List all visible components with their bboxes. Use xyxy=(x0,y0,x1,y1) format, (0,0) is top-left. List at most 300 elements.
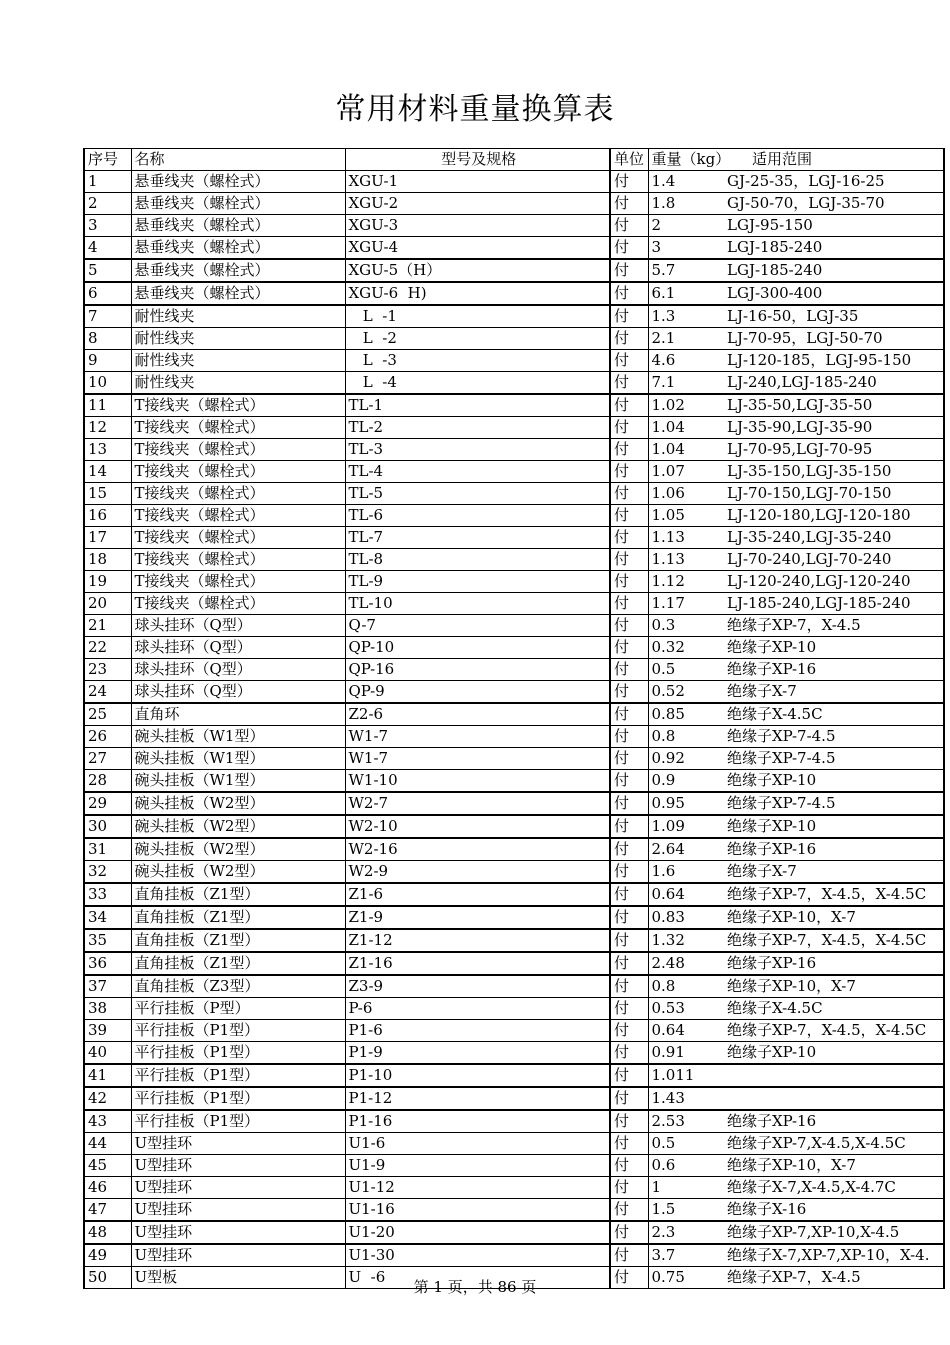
cell-model: W2-16 xyxy=(345,838,610,861)
table-row xyxy=(84,483,944,505)
cell-range: 绝缘子XP-10，X-7 xyxy=(724,1155,944,1177)
cell-model: W1-10 xyxy=(345,770,610,793)
cell-unit: 付 xyxy=(610,237,648,260)
cell-unit: 付 xyxy=(610,883,648,906)
cell-unit: 付 xyxy=(610,906,648,929)
cell-model: U1-20 xyxy=(345,1221,610,1244)
cell-no: 43 xyxy=(84,1110,131,1133)
cell-name: T接线夹（螺栓式） xyxy=(131,417,345,439)
cell-weight: 1.04 xyxy=(648,417,724,439)
cell-model: TL-9 xyxy=(345,571,610,593)
cell-unit: 付 xyxy=(610,792,648,815)
cell-name: 悬垂线夹（螺栓式） xyxy=(131,282,345,305)
table-row xyxy=(84,259,944,282)
cell-weight: 0.52 xyxy=(648,681,724,704)
cell-name: 直角挂板（Z1型） xyxy=(131,929,345,952)
cell-unit: 付 xyxy=(610,1177,648,1199)
table-row xyxy=(84,1221,944,1244)
cell-name: 悬垂线夹（螺栓式） xyxy=(131,215,345,237)
table-row xyxy=(84,838,944,861)
cell-range: LJ-35-90,LGJ-35-90 xyxy=(724,417,944,439)
table-row xyxy=(84,417,944,439)
cell-no: 2 xyxy=(84,193,131,215)
table-row xyxy=(84,659,944,681)
cell-name: U型板 xyxy=(131,1267,345,1289)
cell-range: 绝缘子X-7,XP-7,XP-10，X-4. xyxy=(724,1244,944,1267)
cell-unit: 付 xyxy=(610,350,648,372)
cell-unit: 付 xyxy=(610,505,648,527)
header-name: 名称 xyxy=(131,149,345,171)
cell-weight: 3.7 xyxy=(648,1244,724,1267)
cell-weight: 0.83 xyxy=(648,906,724,929)
header-model: 型号及规格 xyxy=(345,149,610,171)
cell-name: 球头挂环（Q型） xyxy=(131,637,345,659)
cell-range: 绝缘子X-7,X-4.5,X-4.7C xyxy=(724,1177,944,1199)
cell-name: 直角挂板（Z1型） xyxy=(131,906,345,929)
cell-range: LJ-35-150,LGJ-35-150 xyxy=(724,461,944,483)
table-row xyxy=(84,1064,944,1087)
cell-unit: 付 xyxy=(610,929,648,952)
cell-range: LJ-120-185，LGJ-95-150 xyxy=(724,350,944,372)
cell-weight: 0.5 xyxy=(648,659,724,681)
table-row xyxy=(84,215,944,237)
table-row xyxy=(84,615,944,637)
table-row xyxy=(84,1042,944,1065)
cell-range: 绝缘子XP-7,X-4.5,X-4.5C xyxy=(724,1133,944,1155)
cell-unit: 付 xyxy=(610,1133,648,1155)
cell-no: 12 xyxy=(84,417,131,439)
cell-name: 耐性线夹 xyxy=(131,305,345,328)
table-row xyxy=(84,703,944,726)
cell-range: 绝缘子XP-16 xyxy=(724,1110,944,1133)
cell-unit: 付 xyxy=(610,1020,648,1042)
cell-weight: 2.48 xyxy=(648,952,724,975)
cell-weight: 0.64 xyxy=(648,1020,724,1042)
cell-range: 绝缘子XP-7，X-4.5 xyxy=(724,615,944,637)
table-row xyxy=(84,461,944,483)
cell-name: 耐性线夹 xyxy=(131,328,345,350)
cell-unit: 付 xyxy=(610,215,648,237)
cell-model: W2-9 xyxy=(345,861,610,884)
cell-name: 平行挂板（P1型） xyxy=(131,1087,345,1110)
cell-range: LJ-70-95，LGJ-50-70 xyxy=(724,328,944,350)
cell-unit: 付 xyxy=(610,681,648,704)
cell-weight: 0.8 xyxy=(648,726,724,748)
cell-model: Q-7 xyxy=(345,615,610,637)
cell-range: 绝缘子X-7 xyxy=(724,681,944,704)
cell-range: 绝缘子XP-10 xyxy=(724,815,944,838)
cell-name: 碗头挂板（W2型） xyxy=(131,792,345,815)
cell-model: XGU-5（H） xyxy=(345,259,610,282)
table-row xyxy=(84,171,944,193)
cell-weight: 2.53 xyxy=(648,1110,724,1133)
cell-name: U型挂环 xyxy=(131,1177,345,1199)
cell-unit: 付 xyxy=(610,1267,648,1289)
cell-no: 50 xyxy=(84,1267,131,1289)
cell-name: 直角挂板（Z1型） xyxy=(131,952,345,975)
cell-unit: 付 xyxy=(610,726,648,748)
cell-no: 18 xyxy=(84,549,131,571)
cell-unit: 付 xyxy=(610,1221,648,1244)
cell-range: LGJ-185-240 xyxy=(724,259,944,282)
cell-weight: 7.1 xyxy=(648,372,724,395)
cell-unit: 付 xyxy=(610,417,648,439)
cell-weight: 6.1 xyxy=(648,282,724,305)
cell-no: 32 xyxy=(84,861,131,884)
cell-weight: 1.011 xyxy=(648,1064,724,1087)
cell-no: 17 xyxy=(84,527,131,549)
cell-weight: 1.07 xyxy=(648,461,724,483)
cell-no: 21 xyxy=(84,615,131,637)
table-row xyxy=(84,929,944,952)
cell-weight: 4.6 xyxy=(648,350,724,372)
cell-model: TL-3 xyxy=(345,439,610,461)
cell-unit: 付 xyxy=(610,1042,648,1065)
cell-unit: 付 xyxy=(610,394,648,417)
cell-name: 悬垂线夹（螺栓式） xyxy=(131,237,345,260)
cell-no: 20 xyxy=(84,593,131,615)
cell-range: LGJ-95-150 xyxy=(724,215,944,237)
cell-model: Z1-16 xyxy=(345,952,610,975)
cell-model: TL-2 xyxy=(345,417,610,439)
table-row xyxy=(84,975,944,998)
cell-name: U型挂环 xyxy=(131,1155,345,1177)
cell-no: 42 xyxy=(84,1087,131,1110)
cell-weight: 3 xyxy=(648,237,724,260)
cell-no: 19 xyxy=(84,571,131,593)
cell-model: TL-8 xyxy=(345,549,610,571)
cell-unit: 付 xyxy=(610,975,648,998)
cell-unit: 付 xyxy=(610,171,648,193)
cell-model: P1-12 xyxy=(345,1087,610,1110)
cell-model: Z1-6 xyxy=(345,883,610,906)
cell-no: 30 xyxy=(84,815,131,838)
cell-no: 28 xyxy=(84,770,131,793)
cell-no: 5 xyxy=(84,259,131,282)
cell-range: 绝缘子XP-7，X-4.5，X-4.5C xyxy=(724,929,944,952)
cell-range: 绝缘子XP-7-4.5 xyxy=(724,726,944,748)
cell-name: T接线夹（螺栓式） xyxy=(131,593,345,615)
cell-range: 绝缘子XP-10 xyxy=(724,770,944,793)
cell-model: W2-7 xyxy=(345,792,610,815)
cell-no: 27 xyxy=(84,748,131,770)
cell-weight: 1 xyxy=(648,1177,724,1199)
cell-no: 23 xyxy=(84,659,131,681)
table-row xyxy=(84,861,944,884)
cell-name: U型挂环 xyxy=(131,1133,345,1155)
table-row xyxy=(84,549,944,571)
cell-no: 13 xyxy=(84,439,131,461)
table-row xyxy=(84,998,944,1020)
cell-unit: 付 xyxy=(610,952,648,975)
cell-range: 绝缘子XP-16 xyxy=(724,952,944,975)
cell-unit: 付 xyxy=(610,549,648,571)
cell-model: P1-10 xyxy=(345,1064,610,1087)
cell-unit: 付 xyxy=(610,815,648,838)
cell-name: U型挂环 xyxy=(131,1199,345,1222)
cell-weight: 5.7 xyxy=(648,259,724,282)
cell-unit: 付 xyxy=(610,1087,648,1110)
table-row xyxy=(84,770,944,793)
cell-name: T接线夹（螺栓式） xyxy=(131,505,345,527)
cell-unit: 付 xyxy=(610,305,648,328)
table-row xyxy=(84,305,944,328)
cell-model: XGU-4 xyxy=(345,237,610,260)
cell-range: 绝缘子XP-7，X-4.5，X-4.5C xyxy=(724,1020,944,1042)
cell-name: T接线夹（螺栓式） xyxy=(131,439,345,461)
cell-range: 绝缘子XP-7,XP-10,X-4.5 xyxy=(724,1221,944,1244)
cell-range: 绝缘子X-4.5C xyxy=(724,703,944,726)
table-row xyxy=(84,815,944,838)
cell-no: 47 xyxy=(84,1199,131,1222)
cell-name: 球头挂环（Q型） xyxy=(131,659,345,681)
cell-no: 24 xyxy=(84,681,131,704)
cell-weight: 2.1 xyxy=(648,328,724,350)
cell-unit: 付 xyxy=(610,527,648,549)
cell-unit: 付 xyxy=(610,282,648,305)
cell-model: P1-9 xyxy=(345,1042,610,1065)
cell-weight: 1.02 xyxy=(648,394,724,417)
cell-weight: 0.53 xyxy=(648,998,724,1020)
cell-unit: 付 xyxy=(610,483,648,505)
cell-name: 碗头挂板（W2型） xyxy=(131,838,345,861)
cell-weight: 1.04 xyxy=(648,439,724,461)
cell-name: 平行挂板（P1型） xyxy=(131,1110,345,1133)
cell-range: 绝缘子XP-7-4.5 xyxy=(724,748,944,770)
cell-model: TL-6 xyxy=(345,505,610,527)
cell-unit: 付 xyxy=(610,1155,648,1177)
cell-range: 绝缘子XP-10，X-7 xyxy=(724,906,944,929)
cell-weight: 1.09 xyxy=(648,815,724,838)
cell-no: 11 xyxy=(84,394,131,417)
table-row xyxy=(84,439,944,461)
table-row xyxy=(84,394,944,417)
cell-name: 碗头挂板（W2型） xyxy=(131,861,345,884)
table-row xyxy=(84,593,944,615)
cell-range: LJ-16-50，LGJ-35 xyxy=(724,305,944,328)
cell-model: L -3 xyxy=(345,350,610,372)
table-row xyxy=(84,1087,944,1110)
table-row xyxy=(84,193,944,215)
cell-name: T接线夹（螺栓式） xyxy=(131,394,345,417)
cell-no: 25 xyxy=(84,703,131,726)
cell-unit: 付 xyxy=(610,1064,648,1087)
cell-weight: 1.4 xyxy=(648,171,724,193)
cell-no: 1 xyxy=(84,171,131,193)
cell-weight: 1.12 xyxy=(648,571,724,593)
cell-range: 绝缘子XP-7，X-4.5，X-4.5C xyxy=(724,883,944,906)
cell-range: 绝缘子XP-10 xyxy=(724,1042,944,1065)
cell-name: 耐性线夹 xyxy=(131,350,345,372)
cell-model: W2-10 xyxy=(345,815,610,838)
cell-name: 直角挂板（Z1型） xyxy=(131,883,345,906)
cell-no: 14 xyxy=(84,461,131,483)
cell-unit: 付 xyxy=(610,770,648,793)
cell-range: 绝缘子XP-7-4.5 xyxy=(724,792,944,815)
cell-no: 37 xyxy=(84,975,131,998)
cell-model: XGU-1 xyxy=(345,171,610,193)
cell-no: 31 xyxy=(84,838,131,861)
table-row xyxy=(84,372,944,395)
cell-weight: 1.3 xyxy=(648,305,724,328)
cell-range: 绝缘子XP-16 xyxy=(724,659,944,681)
cell-model: L -1 xyxy=(345,305,610,328)
cell-name: 耐性线夹 xyxy=(131,372,345,395)
header-range: 适用范围 xyxy=(724,149,944,171)
cell-name: 悬垂线夹（螺栓式） xyxy=(131,171,345,193)
table-row xyxy=(84,1199,944,1222)
cell-model: Z1-12 xyxy=(345,929,610,952)
table-row xyxy=(84,350,944,372)
cell-name: 平行挂板（P1型） xyxy=(131,1020,345,1042)
cell-model: P-6 xyxy=(345,998,610,1020)
table-row xyxy=(84,637,944,659)
table-row xyxy=(84,237,944,260)
page-title: 常用材料重量换算表 xyxy=(335,92,615,127)
cell-model: U1-16 xyxy=(345,1199,610,1222)
cell-name: T接线夹（螺栓式） xyxy=(131,527,345,549)
cell-no: 41 xyxy=(84,1064,131,1087)
cell-model: U1-6 xyxy=(345,1133,610,1155)
cell-model: U1-9 xyxy=(345,1155,610,1177)
cell-no: 29 xyxy=(84,792,131,815)
cell-range: LJ-240,LGJ-185-240 xyxy=(724,372,944,395)
table-row xyxy=(84,527,944,549)
cell-no: 38 xyxy=(84,998,131,1020)
cell-weight: 1.8 xyxy=(648,193,724,215)
cell-no: 35 xyxy=(84,929,131,952)
table-row xyxy=(84,505,944,527)
cell-no: 34 xyxy=(84,906,131,929)
cell-unit: 付 xyxy=(610,637,648,659)
cell-model: TL-4 xyxy=(345,461,610,483)
cell-weight: 2 xyxy=(648,215,724,237)
cell-weight: 0.8 xyxy=(648,975,724,998)
cell-model: XGU-2 xyxy=(345,193,610,215)
cell-weight: 0.9 xyxy=(648,770,724,793)
cell-model: P1-16 xyxy=(345,1110,610,1133)
cell-range: LGJ-300-400 xyxy=(724,282,944,305)
cell-name: 碗头挂板（W1型） xyxy=(131,748,345,770)
cell-range: 绝缘子XP-10 xyxy=(724,637,944,659)
cell-range: LJ-120-240,LGJ-120-240 xyxy=(724,571,944,593)
cell-model: QP-10 xyxy=(345,637,610,659)
cell-range: GJ-25-35，LGJ-16-25 xyxy=(724,171,944,193)
cell-no: 48 xyxy=(84,1221,131,1244)
header-unit: 单位 xyxy=(610,149,648,171)
cell-model: QP-9 xyxy=(345,681,610,704)
cell-no: 6 xyxy=(84,282,131,305)
cell-no: 16 xyxy=(84,505,131,527)
cell-unit: 付 xyxy=(610,861,648,884)
cell-weight: 0.92 xyxy=(648,748,724,770)
header-no: 序号 xyxy=(84,149,131,171)
cell-model: L -4 xyxy=(345,372,610,395)
table-row xyxy=(84,681,944,704)
cell-range: 绝缘子X-7 xyxy=(724,861,944,884)
table-row xyxy=(84,571,944,593)
cell-name: U型挂环 xyxy=(131,1244,345,1267)
cell-model: W1-7 xyxy=(345,726,610,748)
table-row xyxy=(84,1177,944,1199)
cell-unit: 付 xyxy=(610,703,648,726)
cell-range xyxy=(724,1087,944,1110)
cell-no: 3 xyxy=(84,215,131,237)
cell-model: Z1-9 xyxy=(345,906,610,929)
table-row xyxy=(84,726,944,748)
cell-weight: 1.06 xyxy=(648,483,724,505)
table-row xyxy=(84,952,944,975)
cell-name: 悬垂线夹（螺栓式） xyxy=(131,193,345,215)
cell-model: XGU-6 H) xyxy=(345,282,610,305)
table-row xyxy=(84,282,944,305)
cell-model: U1-30 xyxy=(345,1244,610,1267)
cell-no: 15 xyxy=(84,483,131,505)
cell-unit: 付 xyxy=(610,259,648,282)
table-row xyxy=(84,1110,944,1133)
cell-range: LGJ-185-240 xyxy=(724,237,944,260)
cell-name: 平行挂板（P1型） xyxy=(131,1064,345,1087)
cell-unit: 付 xyxy=(610,439,648,461)
cell-model: Z3-9 xyxy=(345,975,610,998)
cell-no: 33 xyxy=(84,883,131,906)
cell-name: 碗头挂板（W1型） xyxy=(131,770,345,793)
table-row xyxy=(84,1020,944,1042)
cell-model: P1-6 xyxy=(345,1020,610,1042)
cell-name: T接线夹（螺栓式） xyxy=(131,571,345,593)
cell-name: 碗头挂板（W2型） xyxy=(131,815,345,838)
cell-model: QP-16 xyxy=(345,659,610,681)
table-row xyxy=(84,792,944,815)
cell-no: 45 xyxy=(84,1155,131,1177)
material-weight-table xyxy=(83,148,950,1289)
cell-weight: 0.85 xyxy=(648,703,724,726)
cell-name: 球头挂环（Q型） xyxy=(131,681,345,704)
cell-unit: 付 xyxy=(610,1110,648,1133)
cell-no: 4 xyxy=(84,237,131,260)
cell-name: U型挂环 xyxy=(131,1221,345,1244)
cell-range xyxy=(724,1064,944,1087)
cell-unit: 付 xyxy=(610,593,648,615)
cell-unit: 付 xyxy=(610,1244,648,1267)
cell-weight: 0.3 xyxy=(648,615,724,637)
cell-range: 绝缘子XP-7，X-4.5 xyxy=(724,1267,944,1289)
cell-name: 平行挂板（P1型） xyxy=(131,1042,345,1065)
cell-weight: 0.91 xyxy=(648,1042,724,1065)
cell-range: 绝缘子X-16 xyxy=(724,1199,944,1222)
cell-name: T接线夹（螺栓式） xyxy=(131,549,345,571)
cell-weight: 1.32 xyxy=(648,929,724,952)
cell-no: 10 xyxy=(84,372,131,395)
cell-weight: 0.6 xyxy=(648,1155,724,1177)
cell-name: 直角挂板（Z3型） xyxy=(131,975,345,998)
cell-unit: 付 xyxy=(610,998,648,1020)
cell-range: 绝缘子XP-10，X-7 xyxy=(724,975,944,998)
cell-no: 9 xyxy=(84,350,131,372)
cell-range: LJ-185-240,LGJ-185-240 xyxy=(724,593,944,615)
cell-no: 7 xyxy=(84,305,131,328)
cell-name: T接线夹（螺栓式） xyxy=(131,461,345,483)
cell-no: 36 xyxy=(84,952,131,975)
table-row xyxy=(84,1244,944,1267)
cell-weight: 2.3 xyxy=(648,1221,724,1244)
cell-no: 46 xyxy=(84,1177,131,1199)
cell-range: LJ-35-240,LGJ-35-240 xyxy=(724,527,944,549)
cell-weight: 1.5 xyxy=(648,1199,724,1222)
cell-range: LJ-70-150,LGJ-70-150 xyxy=(724,483,944,505)
cell-unit: 付 xyxy=(610,372,648,395)
cell-model: XGU-3 xyxy=(345,215,610,237)
